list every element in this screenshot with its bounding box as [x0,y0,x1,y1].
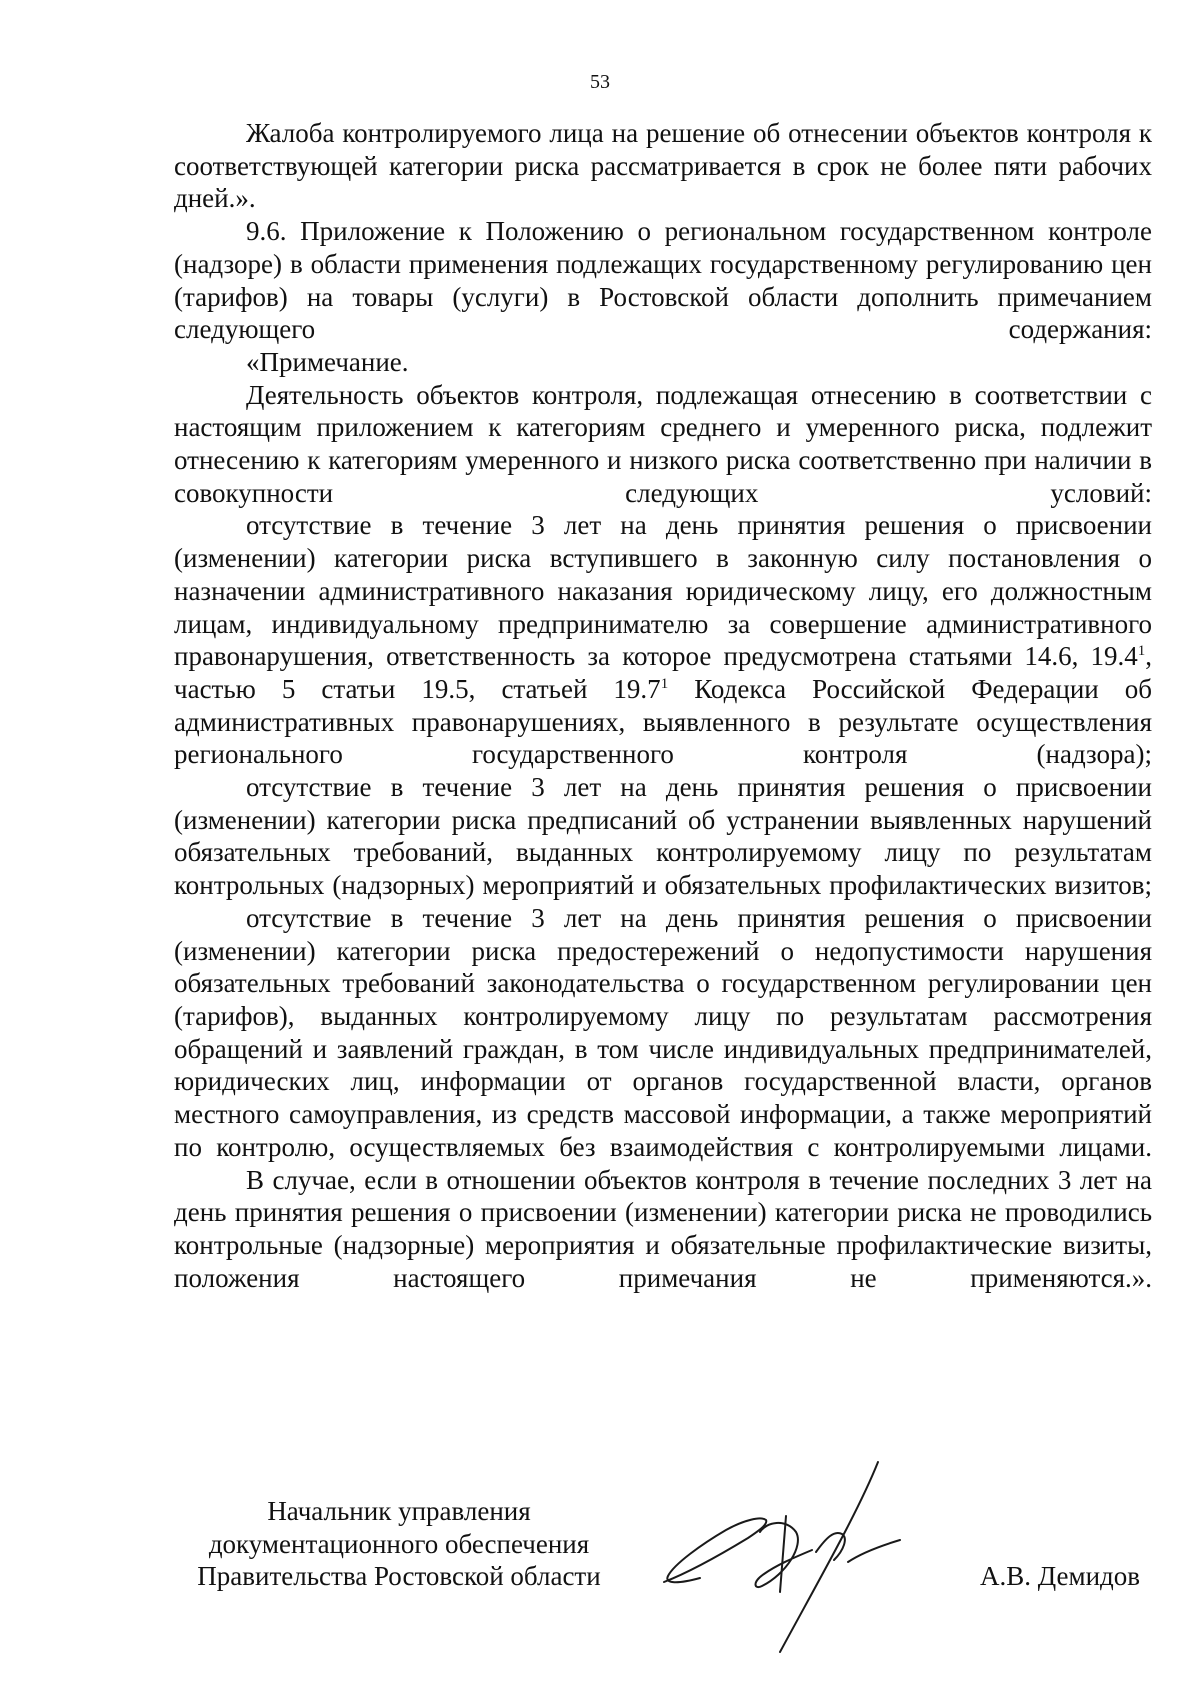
text-line: административного правонарушения, ответственность за которое [174,608,1152,672]
text-line: обращений и заявлений граждан, в том числе индивидуальных [174,1033,919,1064]
article-reference-text: Кодекса [668,673,787,704]
paragraph-note-heading [174,346,1152,379]
text-line: Деятельность объектов контроля, подлежащая отнесению в соответствии [246,379,1128,410]
text-line: 9.6. Приложение к Положению о региональном государственном [246,216,1035,247]
text-line: не применяются.». [850,1262,1152,1293]
text-line: профилактических визитов; [829,870,1152,901]
text-line: его должностным лицам, индивидуальному предпринимателю за совершение [174,575,1152,639]
position-line: Начальник управления [267,1496,531,1526]
text-line: нарушений обязательных требований, выданных контролируемому лицу [174,804,1152,868]
text-line: отсутствие в течение 3 лет на день принятия решения о присвоении [246,902,1152,933]
text-line: о назначении административного наказания юридическому лицу, [174,543,1152,606]
position-line: Правительства Ростовской области [197,1561,601,1591]
paragraph-condition-orders [174,771,1152,902]
text-line: с контролируемыми лицами. [807,1131,1152,1162]
paragraph-complaint-term [174,117,1152,215]
paragraph-exception [174,1164,1152,1295]
text-line: цен (тарифов), выданных контролируемому лицу по результатам рассмотрения [174,968,1153,1031]
text-line: (надзора); [1036,739,1153,770]
paragraph-condition-warnings [174,902,1152,1164]
text-line: Российской Федерации об административных правонарушениях, выявленного [174,673,1153,737]
superscript-number: 1 [660,675,669,692]
document-body [174,117,1152,1294]
text-line: на день принятия решения о присвоении (изменении) категории риска [174,1164,1152,1228]
text-line: (изменении) категории риска вступившего в законную силу постановления [174,543,1120,574]
paragraph-condition-penalty [174,509,1152,771]
text-line: с настоящим приложением к категориям среднего и умеренного риска, [174,379,1152,443]
text-line: не проводились контрольные (надзорные) мероприятия и обязательные [174,1197,1153,1260]
text-line: подлежит отнесению к категориям умеренного и низкого риска соответственно [174,412,1152,476]
text-line: в результате осуществления регионального государственного контроля [174,706,1152,770]
text-line: профилактические визиты, положения настоящего примечания [174,1229,1152,1293]
text-line: регулированию цен (тарифов) на товары (услуги) в Ростовской области [174,248,1152,312]
text-line: (изменении) категории риска предостережений о недопустимости нарушения [174,935,1152,966]
article-reference-text: , частью 5 статьи 19.5, статьей 19.7 [174,641,1152,704]
text-line: (изменении) категории риска предписаний об устранении выявленных [174,804,1012,835]
page-number: 53 [590,71,610,93]
text-line: отсутствие в течение 3 лет на день принятия решения о присвоении [246,772,1152,803]
signatory-position [174,1495,624,1593]
text-line: обязательных требований законодательства о государственном регулировании [174,968,1100,999]
text-line: В случае, если в отношении объектов контроля в течение последних 3 лет [246,1164,1118,1195]
text-line: отсутствие в течение 3 лет на день принятия решения о присвоении [246,510,1152,541]
superscript-number: 1 [1137,643,1146,660]
text-line: а также мероприятий по контролю, осуществляемых без взаимодействия [174,1099,1152,1162]
text-line: пяти рабочих дней.». [174,150,1152,214]
text-line: контроля к соответствующей категории риска рассматривается в срок не более [174,118,1153,181]
text-line: «Примечание. [246,346,409,377]
position-line: документационного обеспечения [208,1528,590,1559]
paragraph-note-intro [174,379,1152,510]
text-line: Жалоба контролируемого лица на решение об отнесении объектов [246,118,1019,148]
text-line: контроле (надзоре) в области применения подлежащих государственному [174,216,1152,279]
article-reference-text: предусмотрена статьями 14.6, 19.4 [723,641,1138,672]
text-line: дополнить примечанием следующего содержания: [174,281,1152,345]
text-line: по результатам контрольных (надзорных) мероприятий и обязательных [174,837,1152,901]
handwritten-signature [660,1460,950,1655]
text-line: власти, органов местного самоуправления, из средств массовой информации, [174,1066,1152,1130]
signatory-name: А.В. Демидов [980,1561,1141,1591]
text-line: при наличии в совокупности следующих условий: [174,445,1152,508]
text-line: предпринимателей, юридических лиц, информации от органов государственной [174,1033,1153,1097]
paragraph-item-9-6 [174,215,1152,346]
